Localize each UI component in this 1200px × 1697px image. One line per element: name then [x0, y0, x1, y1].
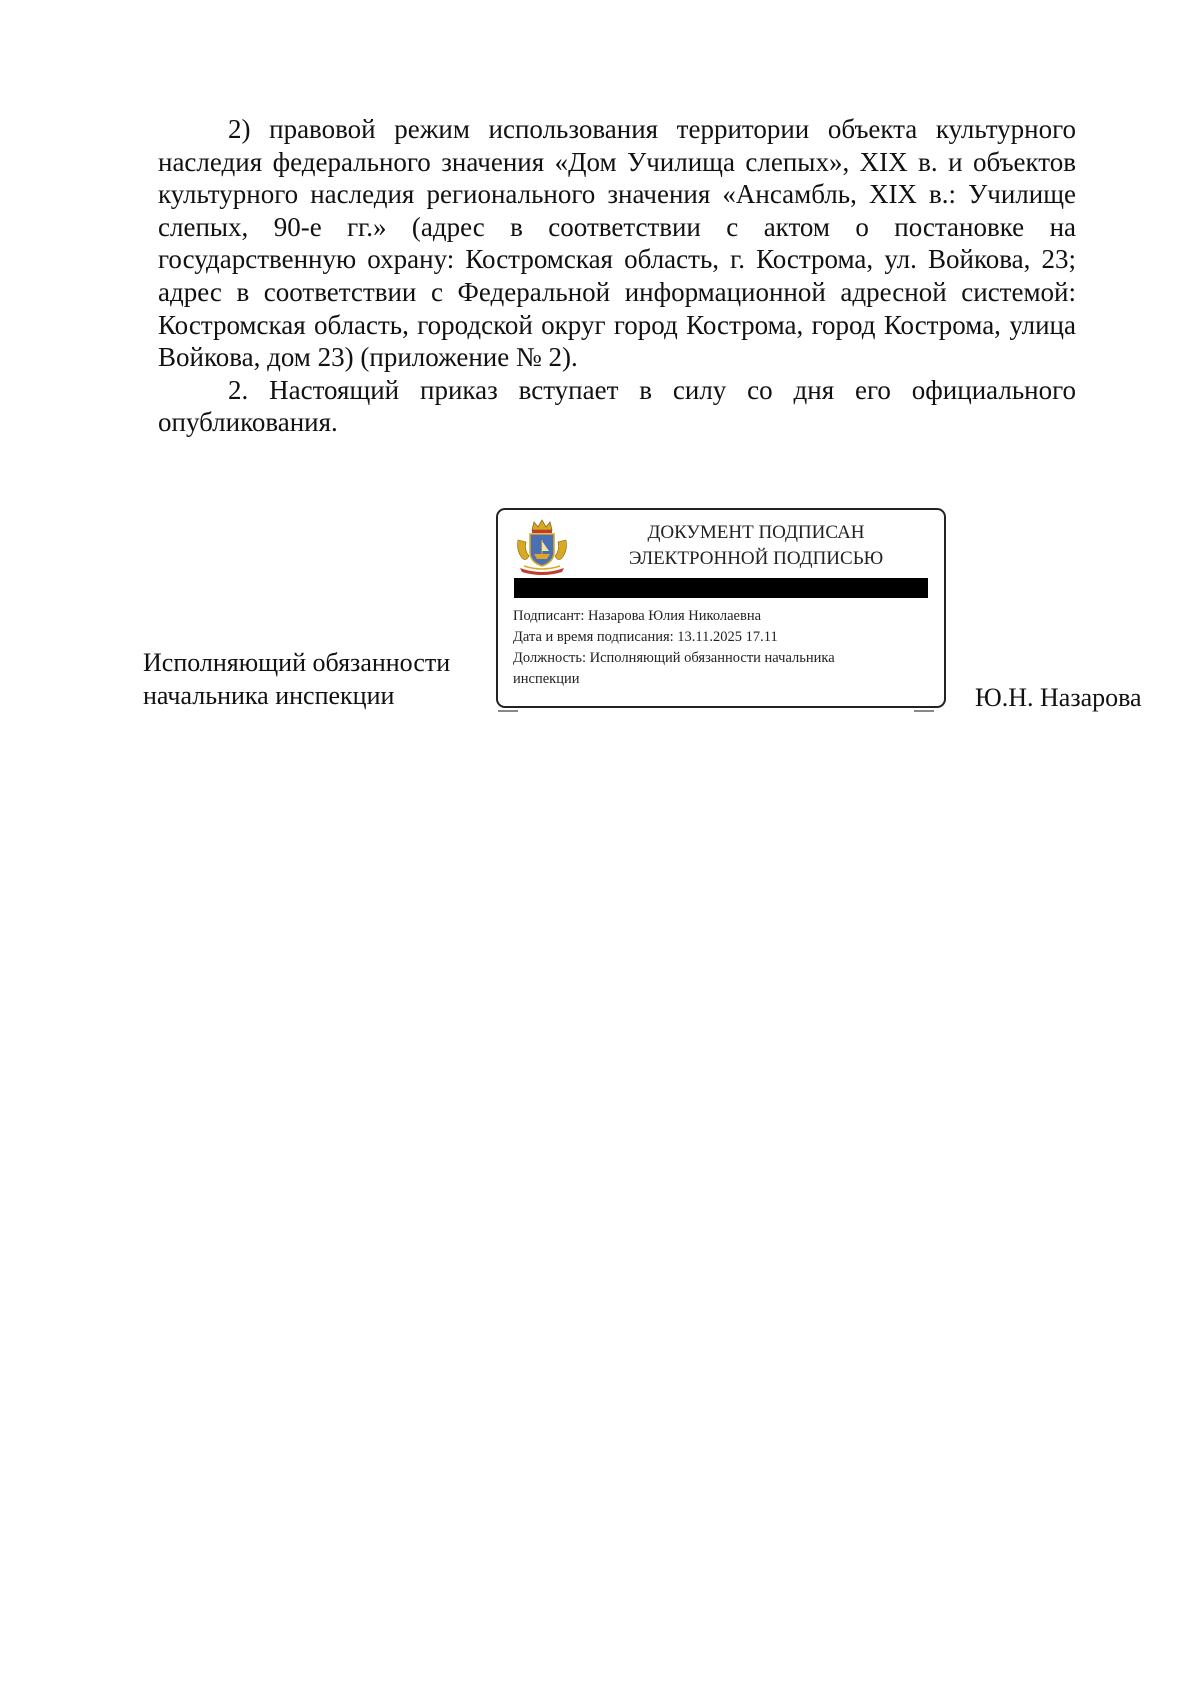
stamp-datetime: Дата и время подписания: 13.11.2025 17.11: [513, 629, 778, 645]
stamp-tick-left: [498, 710, 518, 712]
signer-position-line1: Исполняющий обязанности: [143, 648, 451, 677]
paragraph-legal-regime: 2) правовой режим использования территории объекта культурного наследия федерального значения «Дом Училища слепых», XIX в. и объектов культурного наследия регионального значения «Ансамбль, XIX в.: Училище слепых, 90-е гг.» (адрес в соответствии с актом о постановке на государственную охрану: Костромская область, г. Кострома, ул. Войкова, 23; адрес в соответствии с Федеральной информационной адресной системой: Костромская область, городской округ город Кострома, город Кострома, улица Войкова, дом 23) (приложение № 2).: [158, 114, 1076, 373]
signer-position-line2: начальника инспекции: [143, 681, 395, 710]
electronic-signature-stamp: [496, 508, 946, 708]
signer-name: Ю.Н. Назарова: [975, 683, 1142, 712]
stamp-title-line2: ЭЛЕКТРОННОЙ ПОДПИСЬЮ: [628, 548, 884, 569]
stamp-title: [578, 520, 934, 572]
stamp-redaction-bar: [514, 578, 928, 598]
stamp-position-line2: инспекции: [513, 671, 580, 687]
signer-position: [143, 646, 450, 712]
stamp-signer: Подписант: Назарова Юлия Николаевна: [513, 608, 762, 624]
stamp-position-line1: Должность: Исполняющий обязанности начальника: [513, 650, 835, 666]
document-body: [158, 113, 1076, 439]
coat-of-arms-icon: [512, 516, 572, 578]
stamp-details: [513, 606, 923, 690]
paragraph-entry-into-force: 2. Настоящий приказ вступает в силу со дня его официального опубликования.: [158, 374, 1076, 438]
stamp-title-line1: ДОКУМЕНТ ПОДПИСАН: [647, 522, 865, 543]
stamp-tick-right: [914, 710, 934, 712]
